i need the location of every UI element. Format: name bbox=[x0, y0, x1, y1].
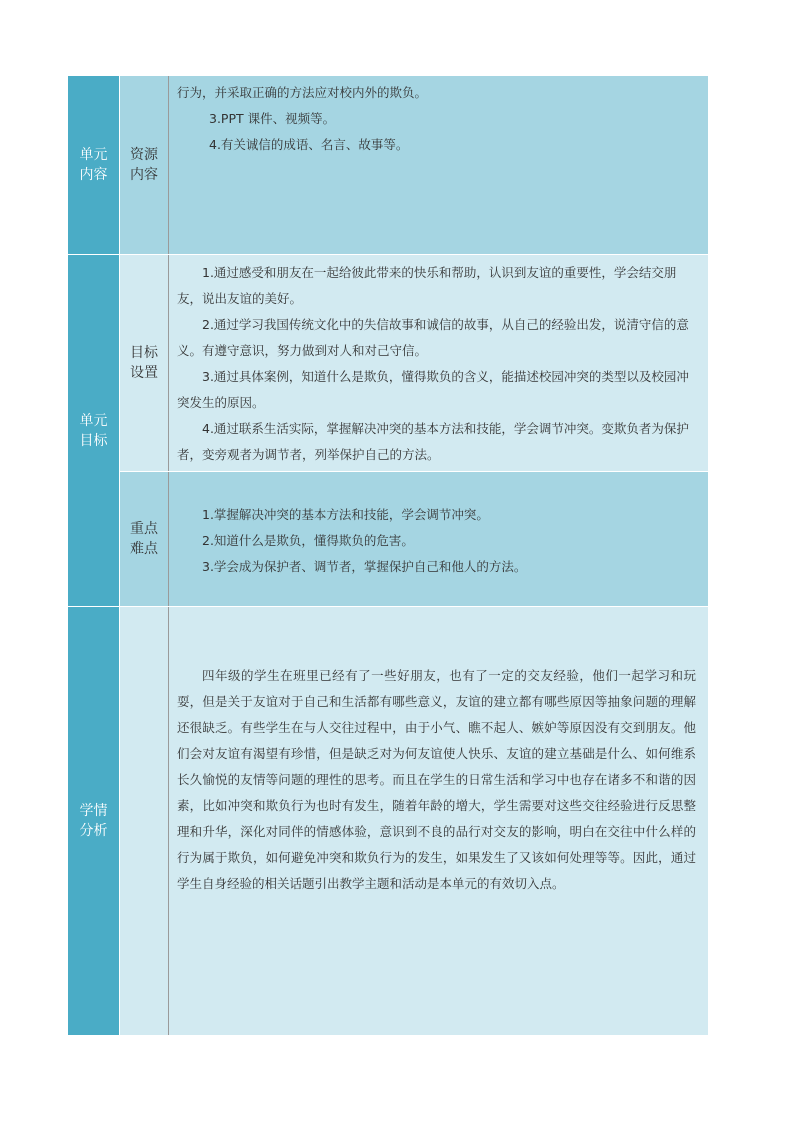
key-points-content bbox=[169, 472, 708, 606]
key-points-row bbox=[120, 471, 708, 606]
unit-plan-table bbox=[68, 76, 708, 1036]
key-point-item: 2.知道什么是欺负，懂得欺负的危害。 bbox=[202, 533, 414, 548]
analysis-paragraph: 四年级的学生在班里已经有了一些好朋友，也有了一定的交友经验，他们一起学习和玩耍，但是关于友谊对于自己和生活都有哪些意义，友谊的建立都有哪些原因等抽象问题的理解还很缺乏。有些学生在与人交往过程中，由于小气、瞧不起人、嫉妒等原因没有交到朋友。他们会对友谊有渴望有珍惜，但是缺乏对为何友谊使人快乐、友谊的建立基础是什么、如何维系长久愉悦的友情等问题的理性的思考。而且在学生的日常生活和学习中也存在诸多不和谐的因素，比如冲突和欺负行为也时有发生，随着年龄的增大，学生需要对这些交往经验进行反思整理和升华，深化对同伴的情感体验，意识到不良的品行对交友的影响，明白在交往中什么样的行为属于欺负，如何避免冲突和欺负行为的发生，如果发生了又该如何处理等等。因此，通过学生自身经验的相关话题引出教学主题和活动是本单元的有效切入点。 bbox=[177, 668, 696, 891]
key-points-label: 重点 难点 bbox=[120, 472, 169, 606]
unit-content-section bbox=[68, 76, 708, 255]
analysis-label: 学情 分析 bbox=[68, 607, 120, 1035]
resource-content bbox=[169, 76, 708, 254]
analysis-content bbox=[169, 607, 708, 1035]
key-point-item: 1.掌握解决冲突的基本方法和技能，学会调节冲突。 bbox=[202, 507, 489, 522]
resource-line: 4.有关诚信的成语、名言、故事等。 bbox=[209, 137, 409, 152]
analysis-section bbox=[68, 607, 708, 1036]
resource-line: 行为，并采取正确的方法应对校内外的欺负。 bbox=[177, 85, 428, 100]
goals-row bbox=[120, 255, 708, 471]
unit-goals-label: 单元 目标 bbox=[68, 255, 120, 606]
goals-label: 目标 设置 bbox=[120, 255, 169, 471]
resource-row bbox=[120, 76, 708, 254]
unit-goals-section bbox=[68, 255, 708, 607]
goals-content bbox=[169, 255, 708, 471]
goal-item: 3.通过具体案例，知道什么是欺负，懂得欺负的含义，能描述校园冲突的类型以及校园冲突发生的原因。 bbox=[177, 369, 689, 410]
unit-content-label: 单元 内容 bbox=[68, 76, 120, 254]
resource-label: 资源 内容 bbox=[120, 76, 169, 254]
resource-line: 3.PPT 课件、视频等。 bbox=[209, 111, 336, 126]
goal-item: 1.通过感受和朋友在一起给彼此带来的快乐和帮助，认识到友谊的重要性，学会结交朋友，说出友谊的美好。 bbox=[177, 265, 677, 306]
goal-item: 4.通过联系生活实际，掌握解决冲突的基本方法和技能，学会调节冲突。变欺负者为保护者，变旁观者为调节者，列举保护自己的方法。 bbox=[177, 421, 689, 462]
analysis-row bbox=[120, 607, 708, 1035]
analysis-spacer-cell bbox=[120, 607, 169, 1035]
goal-item: 2.通过学习我国传统文化中的失信故事和诚信的故事，从自己的经验出发，说清守信的意义。有遵守意识，努力做到对人和对己守信。 bbox=[177, 317, 689, 358]
key-point-item: 3.学会成为保护者、调节者，掌握保护自己和他人的方法。 bbox=[202, 559, 527, 574]
